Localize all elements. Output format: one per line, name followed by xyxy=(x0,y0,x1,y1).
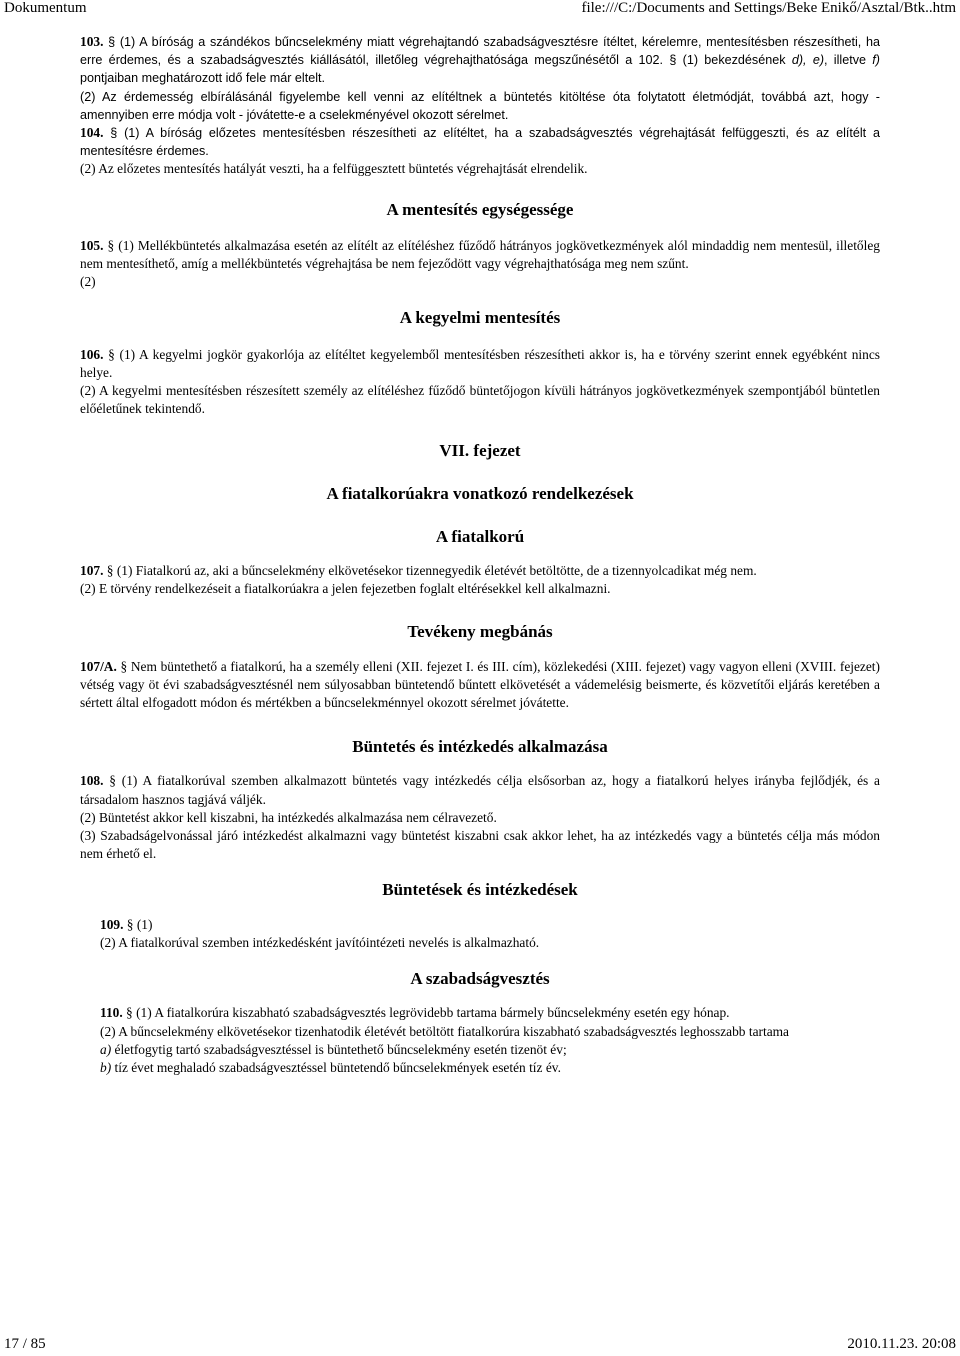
section-sign: § xyxy=(108,35,116,49)
heading-fiatalkoru: A fiatalkorú xyxy=(435,526,525,546)
paragraph-104-2: (2) Az előzetes mentesítés hatályát veszti, ha a felfüggesztett büntetés végrehajtását elrendelik. xyxy=(80,161,588,177)
paragraph-text: § (1) Fiatalkorú az, aki a bűncselekmény elkövetésekor tizennegyedik életévét betöltötte, de a tizennyolcadikat még nem. xyxy=(103,563,757,579)
paragraph-text: (2) A bűncselekmény elkövetésekor tizenhatodik életévét betöltött fiatalkorúra kiszabható szabadságvesztés leghosszabb tartama xyxy=(100,1023,789,1039)
paragraph-110-2-a xyxy=(80,1041,880,1059)
paragraph-110-2-b xyxy=(80,1059,880,1077)
paragraph-108-2: (2) Büntetést akkor kell kiszabni, ha intézkedés alkalmazása nem célravezető. xyxy=(80,809,497,825)
heading-buntetes-intezkedes-alkalmazasa: Büntetés és intézkedés alkalmazása xyxy=(352,737,608,757)
paragraph-text: tíz évet meghaladó szabadságvesztéssel büntetendő bűncselekmények esetén tíz év. xyxy=(111,1059,561,1075)
page-number: 17 / 85 xyxy=(4,1336,46,1352)
paragraph-107a xyxy=(80,658,880,713)
paragraph-103-1 xyxy=(80,33,880,88)
paragraph-106-2: (2) A kegyelmi mentesítésben részesített személy az elítéléshez fűződő büntetőjogon kívüli hátrányos jogkövetkezmények szempontjából büntetlen előéletűnek tekintendő. xyxy=(80,383,880,417)
section-number: 107. xyxy=(80,563,104,579)
paragraph-text: , illetve xyxy=(824,53,873,68)
section-number: 107/A. xyxy=(80,658,117,674)
heading-szabadsagvesztes: A szabadságvesztés xyxy=(410,969,550,989)
document-body xyxy=(80,33,880,1077)
paragraph-108-3: (3) Szabadságelvonással járó intézkedést alkalmazni vagy büntetést kiszabni csak akkor lehet, ha az intézkedés vagy a büntetés célja más módon nem érhető el. xyxy=(80,828,880,862)
header-file-path: file:///C:/Documents and Settings/Beke Enikő/Asztal/Btk..htm xyxy=(581,0,956,16)
heading-kegyelmi-mentesites: A kegyelmi mentesítés xyxy=(399,308,561,328)
header-title: Dokumentum xyxy=(4,0,87,16)
paragraph-text: § Nem büntethető a fiatalkorú, ha a személy elleni (XII. fejezet I. és III. cím), közlekedési (XIII. fejezet) vagy vagyon elleni (XVIII. fejezet) vétség vagy öt évi szabadságvesztésnél nem súlyosabban büntetendő bűntett elkövetését a vádemelésig beismerte, és közvetítői eljárás keretében a sértett által elfogadott módon és mértékben a bűncselekménnyel okozott sérelmet jóvátette. xyxy=(80,658,880,711)
section-number: 109. xyxy=(100,916,124,932)
list-label: b) xyxy=(100,1059,112,1075)
paragraph-104-1 xyxy=(80,124,880,160)
section-number: 103. xyxy=(80,34,104,49)
section-number: 104. xyxy=(80,125,104,141)
paragraph-text: (1) A bíróság a szándékos bűncselekmény miatt végrehajtandó szabadságvesztésre ítéltet, kérelemre, mentesítésben részesítheti, ha erre érdemes, és a szabadságvesztés kiállásától, illetőleg végrehajthatósága megszűnésétől a 102. § (1) bekezdésének xyxy=(80,35,880,68)
paragraph-text: § (1) A fiatalkorúra kiszabható szabadságvesztés legrövidebb tartama bármely bűncselekmény esetén egy hónap. xyxy=(122,1005,730,1021)
paragraph-110-1 xyxy=(80,1004,880,1022)
paragraph-108-1 xyxy=(80,772,880,808)
paragraph-text: § (1) A fiatalkorúval szemben alkalmazott büntetés vagy intézkedés célja elsősorban az, hogy a fiatalkorú helyes irányba fejlődjék, és a társadalom hasznos tagjává váljék. xyxy=(80,773,880,807)
paragraph-105-2: (2) xyxy=(80,274,96,290)
paragraph-107-1 xyxy=(80,562,880,580)
paragraph-text: életfogytig tartó szabadságvesztéssel is büntethető bűncselekmény esetén tizenöt év; xyxy=(111,1041,567,1057)
paragraph-106-1 xyxy=(80,346,880,382)
paragraph-109-1 xyxy=(80,916,880,934)
paragraph-text: § (1) xyxy=(123,916,153,932)
section-number: 105. xyxy=(80,237,104,253)
paragraph-text: § (1) A bíróság előzetes mentesítésben részesítheti az elítéltet, ha a szabadságvesztés végrehajtását felfüggeszti, és az elítélt a mentesítésre érdemes. xyxy=(80,126,880,159)
paragraph-105-1 xyxy=(80,237,880,273)
section-number: 108. xyxy=(80,773,104,789)
section-number: 110. xyxy=(100,1005,123,1021)
paragraph-text: § (1) A kegyelmi jogkör gyakorlója az elítéltet kegyelemből mentesítésben részesítheti akkor is, ha e törvény szerint ennek egyébként nincs helye. xyxy=(80,346,880,380)
heading-chapter-vii: VII. fejezet xyxy=(439,441,521,461)
heading-buntetesek-intezkedesek: Büntetések és intézkedések xyxy=(382,879,578,899)
list-label: a) xyxy=(100,1041,112,1057)
italic-text: f) xyxy=(872,53,880,68)
italic-text: d), e) xyxy=(791,53,825,68)
paragraph-110-2 xyxy=(80,1023,880,1041)
heading-mentesites-egysegessege: A mentesítés egységessége xyxy=(386,199,574,219)
paragraph-109-2: (2) A fiatalkorúval szemben intézkedésként javítóintézeti nevelés is alkalmazható. xyxy=(100,934,540,950)
paragraph-103-2: (2) Az érdemesség elbírálásánál figyelembe kell venni az elítéltnek a büntetés kitöltése óta folytatott életmódját, továbbá azt, hogy - amennyiben erre módja volt - jóvátette-e a cselekményével okozott sérelmet. xyxy=(80,89,880,122)
print-timestamp: 2010.11.23. 20:08 xyxy=(847,1336,956,1352)
paragraph-text: pontjaiban meghatározott idő fele már eltelt. xyxy=(80,71,326,86)
section-number: 106. xyxy=(80,346,104,362)
paragraph-107-2: (2) E törvény rendelkezéseit a fiatalkorúakra a jelen fejezetben foglalt eltérésekkel kell alkalmazni. xyxy=(80,581,611,597)
paragraph-text: § (1) Mellékbüntetés alkalmazása esetén az elítélt az elítéléshez fűződő hátrányos jogkövetkezmények alól mindaddig nem mentesül, illetőleg nem mentesíthető, amíg a mellékbüntetés végrehajtása be nem fejeződött vagy végrehajthatósága meg nem szűnt. xyxy=(80,237,880,272)
heading-tevekeny-megbanas: Tevékeny megbánás xyxy=(407,622,553,642)
heading-fiatalkoruakra: A fiatalkorúakra vonatkozó rendelkezések xyxy=(326,483,634,503)
